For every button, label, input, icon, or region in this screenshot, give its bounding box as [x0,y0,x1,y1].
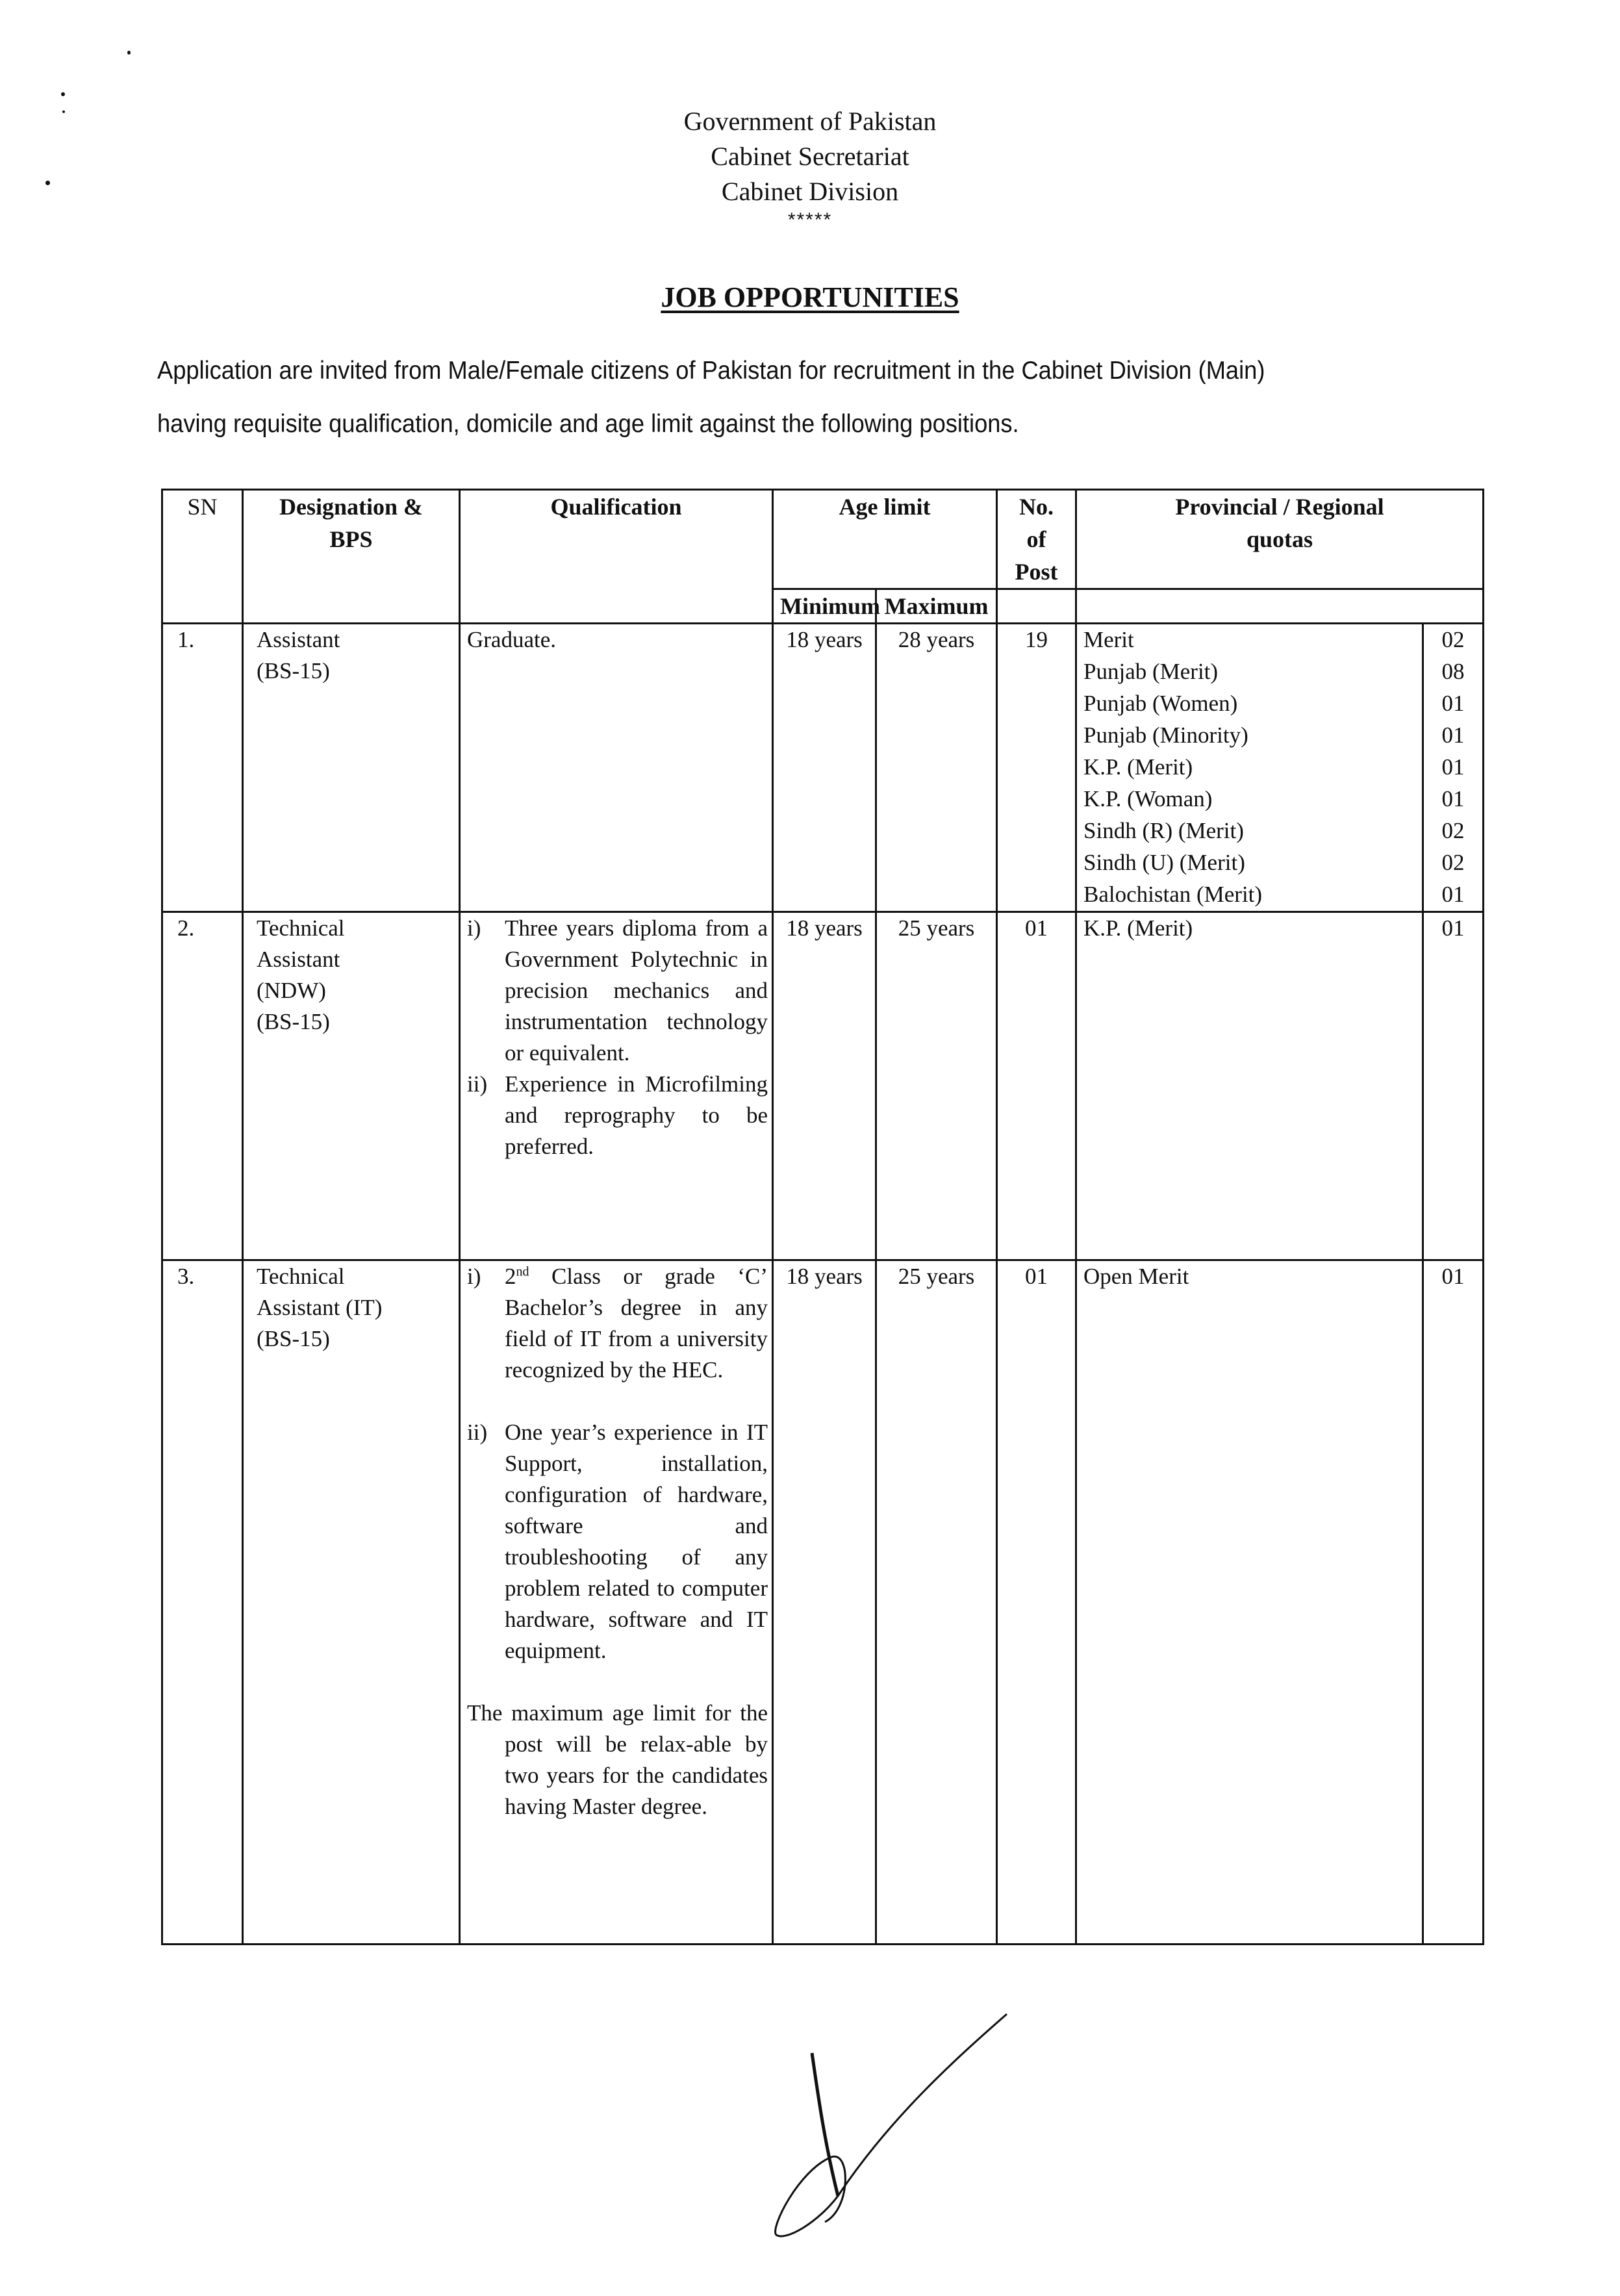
cell-max-age: 25 years [876,912,997,1260]
cell-qualification: Graduate. [460,624,773,912]
cell-min-age: 18 years [773,1260,876,1945]
table-row [162,912,1484,1260]
list-marker: i) [467,1264,481,1289]
quota-count: 01 [1441,882,1465,907]
qualification-text: Three years diploma from a Government Polytechnic in precision mechanics and instrumentation technology or equivalent. [505,915,768,1065]
quota-count: 01 [1441,915,1465,941]
quota-name: Punjab (Women) [1077,688,1424,720]
header-row [162,490,1484,589]
cell-quotas [1076,912,1484,1260]
cell-designation: Technical Assistant (NDW) (BS-15) [243,912,460,1260]
table-row [162,1260,1484,1945]
header-designation: Designation & BPS [243,490,460,624]
page-title: JOB OPPORTUNITIES [661,281,959,313]
quota-name: Punjab (Merit) [1077,656,1424,688]
qualification-item [467,913,768,1069]
intro-line: having requisite qualification, domicile and age limit against the following positions. [157,410,1019,438]
qualification-note: The maximum age limit for the post will be relax-able by two years for the candidates having Master degree. [467,1700,768,1819]
header-minimum: Minimum [773,589,876,624]
signature [747,2001,1046,2248]
positions-table [161,489,1484,1945]
qualification-item [467,1069,768,1162]
quota-name: K.P. (Woman) [1077,784,1424,815]
list-marker: ii) [467,1420,488,1445]
quota-name: K.P. (Merit) [1077,752,1424,784]
header-quotas: Provincial / Regional quotas [1076,490,1484,589]
quota-name: Punjab (Minority) [1077,720,1424,752]
quota-name: Open Merit [1077,1261,1424,1943]
quota-name: Merit [1077,624,1424,656]
header-blank [997,589,1076,624]
cell-quotas [1076,1260,1484,1945]
cell-min-age: 18 years [773,624,876,912]
list-marker: i) [467,915,481,941]
letterhead-line: Government of Pakistan [683,107,937,136]
quota-name: Balochistan (Merit) [1077,879,1424,911]
intro-line: Application are invited from Male/Female citizens of Pakistan for recruitment in the Cabinet Division (Main) [157,357,1265,385]
quota-count: 01 [1441,754,1465,780]
header-blank [1076,589,1484,624]
letterhead [0,104,1620,231]
qualification-text: Experience in Microfilming and reprography to be preferred. [505,1071,768,1159]
quota-name: K.P. (Merit) [1077,913,1424,1259]
header-maximum: Maximum [876,589,997,624]
cell-posts: 01 [997,912,1076,1260]
header-age-limit: Age limit [773,490,997,589]
header-no-of-post: No. of Post [997,490,1076,589]
quota-count: 02 [1441,627,1465,652]
qualification-text: 2nd Class or grade ‘C’ Bachelor’s degree in any field of IT from a university recognized by the HEC. [505,1264,768,1383]
intro-paragraph [157,344,1402,451]
letterhead-line: Cabinet Division [721,177,899,206]
quota-list [1077,624,1482,911]
quota-count: 01 [1441,1264,1465,1289]
cell-quotas [1076,624,1484,912]
quota-count: 01 [1441,722,1465,748]
header-qualification: Qualification [460,490,773,624]
cell-min-age: 18 years [773,912,876,1260]
cell-qualification [460,912,773,1260]
table-row [162,624,1484,912]
cell-posts: 19 [997,624,1076,912]
cell-posts: 01 [997,1260,1076,1945]
cell-sn: 3. [162,1260,243,1945]
cell-max-age: 25 years [876,1260,997,1945]
quota-count: 02 [1441,818,1465,843]
quota-count: 02 [1441,850,1465,875]
letterhead-line: Cabinet Secretariat [711,142,909,171]
quota-count: 01 [1441,691,1465,716]
quota-count: 01 [1441,786,1465,811]
cell-designation: Technical Assistant (IT) (BS-15) [243,1260,460,1945]
qualification-item [467,1261,768,1386]
qualification-item [467,1417,768,1666]
quota-list [1077,1261,1482,1943]
qualification-text: One year’s experience in IT Support, installation, configuration of hardware, software and troubleshooting of any problem related to computer hardware, software and IT equipment. [505,1420,768,1663]
cell-qualification [460,1260,773,1945]
scan-speck [61,92,65,96]
list-marker: ii) [467,1071,488,1097]
cell-sn: 2. [162,912,243,1260]
separator-stars: ***** [787,209,833,231]
quota-count: 08 [1441,659,1465,684]
quota-name: Sindh (R) (Merit) [1077,815,1424,847]
cell-max-age: 28 years [876,624,997,912]
header-sn: SN [162,490,243,624]
scan-speck [127,51,131,55]
quota-list [1077,913,1482,1259]
cell-sn: 1. [162,624,243,912]
cell-designation: Assistant (BS-15) [243,624,460,912]
quota-name: Sindh (U) (Merit) [1077,847,1424,879]
